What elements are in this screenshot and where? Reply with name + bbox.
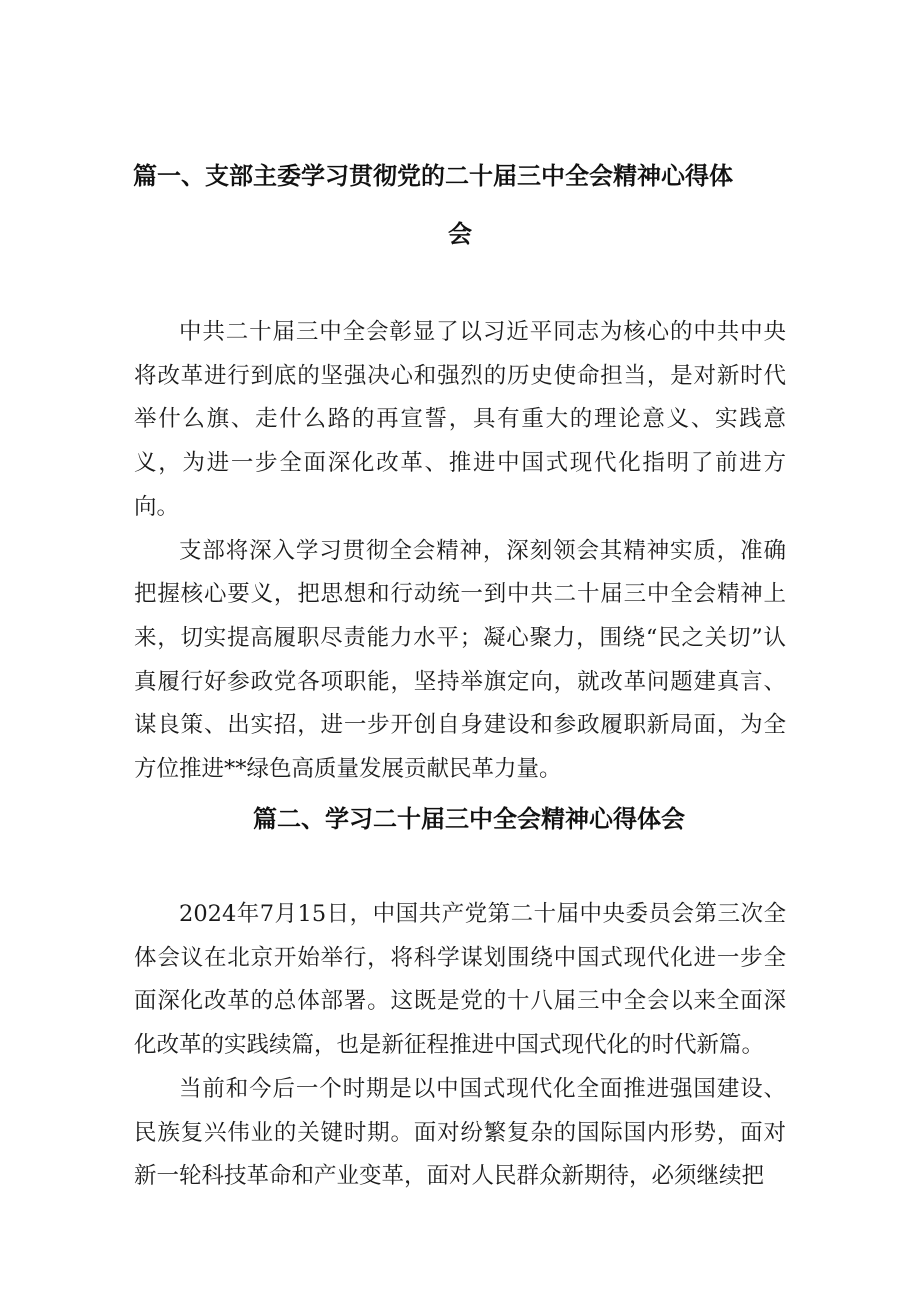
section2-body: [134, 893, 786, 1199]
section2-title: 篇二、学习二十届三中全会精神心得体会: [253, 805, 685, 833]
section1-paragraph: 支部将深入学习贯彻全会精神，深刻领会其精神实质，准确把握核心要义，把思想和行动统一到中共二十届三中全会精神上来，切实提高履职尽责能力水平；凝心聚力，围绕“民之关切”认真履行好参政党各项职能，坚持举旗定向，就改革问题建真言、谋良策、出实招，进一步开创自身建设和参政履职新局面，为全方位推进**绿色高质量发展贡献民革力量。: [134, 537, 786, 783]
section1-paragraph: 中共二十届三中全会彰显了以习近平同志为核心的中共中央将改革进行到底的坚强决心和强烈的历史使命担当，是对新时代举什么旗、走什么路的再宣誓，具有重大的理论意义、实践意义，为进一步全面深化改革、推进中国式现代化指明了前进方向。: [134, 319, 786, 520]
section1-title-line2: 会: [448, 220, 472, 248]
section1-title-line1: 篇一、支部主委学习贯彻党的二十届三中全会精神心得体: [133, 162, 733, 190]
section1-body: [134, 311, 786, 792]
section2-paragraph: 当前和今后一个时期是以中国式现代化全面推进强国建设、民族复兴伟业的关键时期。面对纷繁复杂的国际国内形势，面对新一轮科技革命和产业变革，面对人民群众新期待，必须继续把: [134, 1075, 786, 1190]
section2-paragraph: 2024年7月15日，中国共产党第二十届中央委员会第三次全体会议在北京开始举行，将科学谋划围绕中国式现代化进一步全面深化改革的总体部署。这既是党的十八届三中全会以来全面深化改革的实践续篇，也是新征程推进中国式现代化的时代新篇。: [134, 901, 786, 1059]
